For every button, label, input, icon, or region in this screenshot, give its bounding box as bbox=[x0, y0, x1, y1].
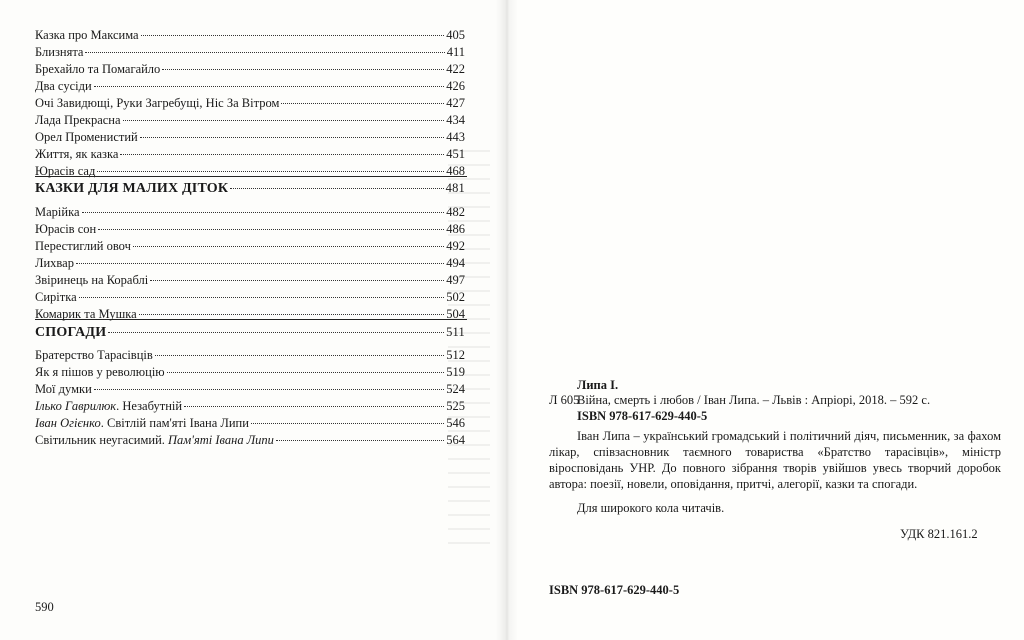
toc-page: 426 bbox=[446, 79, 465, 93]
toc-entry bbox=[35, 163, 465, 180]
book-gutter bbox=[496, 0, 518, 640]
toc-page: 564 bbox=[446, 433, 465, 447]
catalog-author: Липа І. bbox=[577, 378, 619, 392]
dot-leader bbox=[94, 389, 444, 390]
section-page: 511 bbox=[446, 325, 465, 339]
toc-page: 486 bbox=[446, 222, 465, 236]
dot-leader bbox=[120, 154, 444, 155]
dot-leader bbox=[108, 332, 444, 333]
dot-leader bbox=[133, 246, 444, 247]
toc-title: Орел Променистий bbox=[35, 130, 138, 144]
toc-entry bbox=[35, 415, 465, 432]
toc-entry bbox=[35, 112, 465, 129]
toc-title: Комарик та Мушка bbox=[35, 307, 137, 321]
udk-code: УДК 821.161.2 bbox=[900, 527, 978, 541]
toc-title: Юрасів сон bbox=[35, 222, 97, 236]
right-page bbox=[505, 0, 1024, 640]
toc-title-italic: Пам'яті Івана Липи bbox=[168, 433, 274, 447]
toc-title: Казка про Максима bbox=[35, 28, 139, 42]
section-heading bbox=[35, 181, 465, 197]
toc-entry bbox=[35, 146, 465, 163]
toc-section-kazky bbox=[35, 181, 465, 197]
toc-author: Іван Огієнко bbox=[35, 416, 101, 430]
toc-entry bbox=[35, 95, 465, 112]
toc-title: Як я пішов у революцію bbox=[35, 365, 165, 379]
dot-leader bbox=[184, 406, 444, 407]
toc-entry bbox=[35, 272, 465, 289]
dot-leader bbox=[230, 188, 443, 189]
toc-title: Сирітка bbox=[35, 290, 77, 304]
isbn-top: ISBN 978-617-629-440-5 bbox=[577, 409, 708, 423]
toc-title: Два сусіди bbox=[35, 79, 92, 93]
toc-title: Звіринець на Кораблі bbox=[35, 273, 149, 287]
toc-page: 492 bbox=[446, 239, 465, 253]
toc-entry bbox=[35, 347, 465, 364]
annotation-text: Іван Липа – український громадський і політичний діяч, письменник, за фахом лікар, співзасновник таємного товариства «Братство тарасівців», міністр віросповідань УНР. До повного зібрання творів увійшов увесь творчий доробок автора: поезії, новели, оповідання, притчі, алегорії, казки та спогади. bbox=[549, 429, 1001, 491]
toc-section-kazky-list bbox=[35, 204, 465, 323]
toc-page: 443 bbox=[446, 130, 465, 144]
toc-title: Лада Прекрасна bbox=[35, 113, 121, 127]
toc-title: Брехайло та Помагайло bbox=[35, 62, 161, 76]
library-code: Л 605 bbox=[549, 393, 580, 407]
toc-page: 451 bbox=[446, 147, 465, 161]
toc-page: 482 bbox=[446, 205, 465, 219]
section-title: СПОГАДИ bbox=[35, 325, 107, 340]
dot-leader bbox=[162, 69, 444, 70]
toc-entry bbox=[35, 44, 465, 61]
dot-leader bbox=[281, 103, 444, 104]
toc-page: 512 bbox=[446, 348, 465, 362]
toc-title-rest: . Світлій пам'яті Івана Липи bbox=[100, 416, 249, 430]
toc-entry bbox=[35, 221, 465, 238]
dot-leader bbox=[140, 137, 445, 138]
toc-title: Очі Завидющі, Руки Загребущі, Ніс За Вітром bbox=[35, 96, 280, 110]
toc-entry bbox=[35, 61, 465, 78]
toc-entry bbox=[35, 255, 465, 272]
toc-top-list bbox=[35, 27, 465, 180]
dot-leader bbox=[123, 120, 445, 121]
dot-leader bbox=[155, 355, 444, 356]
toc-title-rest: . Незабутній bbox=[116, 399, 183, 413]
toc-title bbox=[35, 415, 249, 432]
toc-page: 427 bbox=[446, 96, 465, 110]
toc-entry bbox=[35, 238, 465, 255]
toc-title-main: Світильник неугасимий. bbox=[35, 433, 169, 447]
toc-title: Юрасів сад bbox=[35, 164, 96, 178]
toc-title bbox=[35, 398, 182, 415]
toc-title: Братерство Тарасівців bbox=[35, 348, 153, 362]
toc-page: 546 bbox=[446, 416, 465, 430]
isbn-bottom: ISBN 978-617-629-440-5 bbox=[549, 583, 680, 597]
toc-page: 422 bbox=[446, 62, 465, 76]
dot-leader bbox=[94, 86, 445, 87]
toc-entry bbox=[35, 398, 465, 415]
toc-title: Життя, як казка bbox=[35, 147, 119, 161]
toc-page: 434 bbox=[446, 113, 465, 127]
dot-leader bbox=[97, 171, 444, 172]
dot-leader bbox=[76, 263, 444, 264]
toc-page: 524 bbox=[446, 382, 465, 396]
toc-section-spohady-list bbox=[35, 347, 465, 449]
section-heading bbox=[35, 325, 465, 341]
dot-leader bbox=[141, 35, 445, 36]
toc-page: 411 bbox=[446, 45, 465, 59]
toc-author: Ілько Гаврилюк bbox=[35, 399, 117, 413]
dot-leader bbox=[79, 297, 445, 298]
toc-title: Перестиглий овоч bbox=[35, 239, 131, 253]
toc-entry bbox=[35, 27, 465, 44]
dot-leader bbox=[150, 280, 444, 281]
dot-leader bbox=[98, 229, 444, 230]
toc-entry bbox=[35, 364, 465, 381]
dot-leader bbox=[276, 440, 444, 441]
toc-page: 497 bbox=[446, 273, 465, 287]
dot-leader bbox=[167, 372, 445, 373]
bibliographic-description: Війна, смерть і любов / Іван Липа. – Львів : Апріорі, 2018. – 592 с. bbox=[577, 393, 931, 407]
toc-page: 504 bbox=[446, 307, 465, 321]
toc-section-spohady bbox=[35, 325, 465, 341]
toc-entry bbox=[35, 78, 465, 95]
dot-leader bbox=[82, 212, 445, 213]
toc-page: 405 bbox=[446, 28, 465, 42]
toc-entry bbox=[35, 432, 465, 449]
section-divider bbox=[35, 176, 467, 177]
dot-leader bbox=[139, 314, 445, 315]
toc-title bbox=[35, 432, 274, 449]
section-divider bbox=[35, 319, 467, 320]
toc-title: Лихвар bbox=[35, 256, 74, 270]
audience-note: Для широкого кола читачів. bbox=[577, 501, 725, 515]
page-number: 590 bbox=[35, 600, 54, 614]
toc-page: 525 bbox=[446, 399, 465, 413]
toc-page: 502 bbox=[446, 290, 465, 304]
toc-entry bbox=[35, 204, 465, 221]
section-page: 481 bbox=[445, 181, 465, 195]
dot-leader bbox=[85, 52, 444, 53]
toc-title: Марійка bbox=[35, 205, 80, 219]
dot-leader bbox=[251, 423, 444, 424]
toc-page: 519 bbox=[446, 365, 465, 379]
toc-entry bbox=[35, 306, 465, 323]
toc-page: 468 bbox=[446, 164, 465, 178]
toc-entry bbox=[35, 289, 465, 306]
toc-page: 494 bbox=[446, 256, 465, 270]
toc-entry bbox=[35, 381, 465, 398]
toc-entry bbox=[35, 129, 465, 146]
toc-title: Близнята bbox=[35, 45, 84, 59]
section-title: КАЗКИ ДЛЯ МАЛИХ ДІТОК bbox=[35, 181, 229, 196]
toc-title: Мої думки bbox=[35, 382, 92, 396]
annotation bbox=[549, 428, 1001, 492]
